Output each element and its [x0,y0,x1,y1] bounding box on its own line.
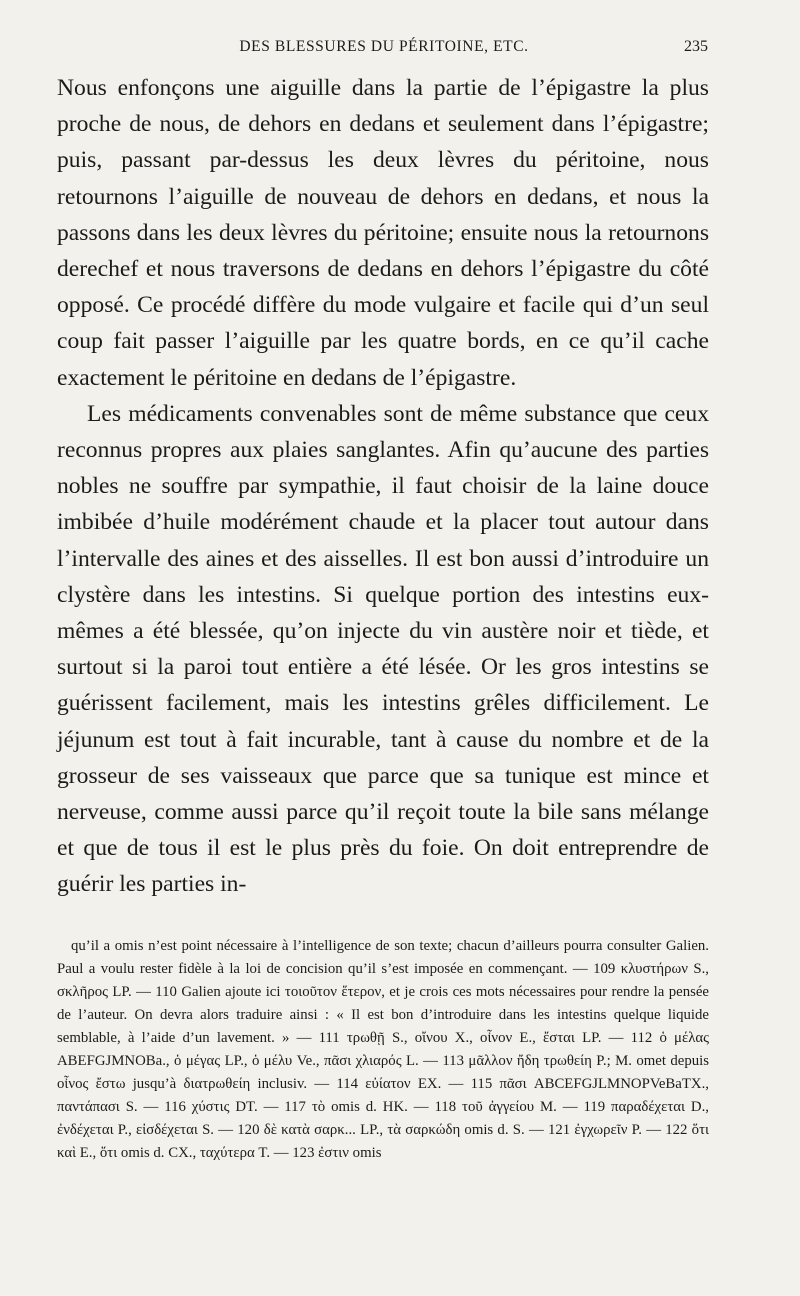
running-title: DES BLESSURES DU PÉRITOINE, ETC. [239,38,529,55]
paragraph-2: Les médicaments convenables sont de même substance que ceux reconnus propres aux plaies sanglantes. Afin qu’aucune des parties nobles ne souffre par sympathie, il faut choisir de la laine douce imbibée d’huile modérément chaude et la placer tout autour dans l’intervalle des aines et des aisselles. Il est bon aussi d’introduire un clystère dans les intestins. Si quelque portion des intestins eux-mêmes a été blessée, qu’on injecte du vin austère noir et tiède, et surtout si la paroi tout entière a été lésée. Or les gros intestins se guérissent facilement, mais les intestins grêles difficilement. Le jéjunum est tout à fait incurable, tant à cause du nombre et de la grosseur de ses vaisseaux que parce que sa tunique est mince et nerveuse, comme aussi parce qu’il reçoit toute la bile sans mélange et que de tous il est le plus près du foie. On doit entreprendre de guérir les parties in- [57,400,709,898]
main-text [57,70,709,903]
paragraph-1: Nous enfonçons une aiguille dans la partie de l’épigastre la plus proche de nous, de dehors en dedans et seulement dans l’épigastre; puis, passant par-dessus les deux lèvres du péritoine, nous retournons l’aiguille de nouveau de dehors en dedans, et nous la passons dans les deux lèvres du péritoine; ensuite nous la retournons derechef et nous traversons de dedans en dehors l’épigastre du côté opposé. Ce procédé diffère du mode vulgaire et facile qui d’un seul coup fait passer l’aiguille par les quatre bords, en ce qu’il cache exactement le péritoine en dedans de l’épigastre. [57,75,709,391]
page-number: 235 [684,38,708,55]
footnotes-text: qu’il a omis n’est point nécessaire à l’intelligence de son texte; chacun d’ailleurs pourra consulter Galien. Paul a voulu rester fidèle à la loi de concision qu’il s’est imposée en commençant. — 109 κλυστήρων S., σκλῆρος LP. — 110 Galien ajoute ici τοιοῦτον ἕτερον, et je crois ces mots nécessaires pour rendre la pensée de l’auteur. On devra alors traduire ainsi : « Il est bon d’introduire dans les intestins quelque liquide semblable, à l’aide d’un lavement. » — 111 τρωθῇ S., οἴνου X., οἶνον E., ἔσται LP. — 112 ὁ μέλας ABEFGJMNOBa., ὁ μέγας LP., ὁ μέλυ Ve., πᾶσι χλιαρός L. — 113 μᾶλλον ἤδη τρωθείη P.; M. omet depuis οἶνος ἔστω jusqu’à διατρωθείη inclusiv. — 114 εὐίατον EX. — 115 πᾶσι ABCEFGJLMNOPVeBaTX., παντάπασι S. — 116 χύστις DT. — 117 τὸ omis d. HK. — 118 τοῦ ἀγγείου M. — 119 παραδέχεται D., ἐνδέχεται P., εἰσδέχεται S. — 120 δὲ κατὰ σαρκ... LP., τὰ σαρκώδη omis d. S. — 121 ἐγχωρεῖν P. — 122 ὅτι καὶ E., ὅτι omis d. CX., ταχύτερα T. — 123 ἐστιν omis [57,938,709,1161]
footnotes [57,935,709,1165]
running-head [60,38,708,62]
